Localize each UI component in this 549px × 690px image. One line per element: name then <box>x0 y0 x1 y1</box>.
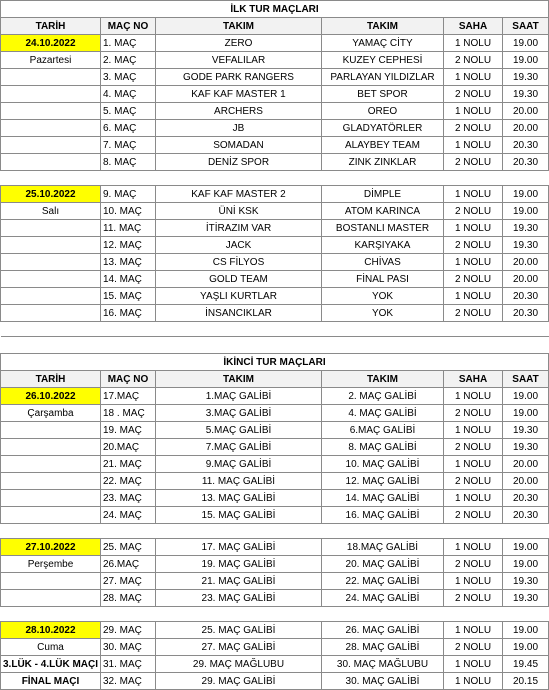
match-number: 19. MAÇ <box>101 422 156 439</box>
away-team: 8. MAÇ GALİBİ <box>322 439 444 456</box>
field: 2 NOLU <box>444 237 503 254</box>
match-row <box>1 673 549 690</box>
match-row <box>1 288 549 305</box>
home-team: 11. MAÇ GALİBİ <box>156 473 322 490</box>
match-row <box>1 439 549 456</box>
spacer-cell <box>503 607 549 622</box>
home-team: ÜNİ KSK <box>156 203 322 220</box>
match-row <box>1 556 549 573</box>
away-team: ALAYBEY TEAM <box>322 137 444 154</box>
field: 2 NOLU <box>444 203 503 220</box>
home-team: SOMADAN <box>156 137 322 154</box>
time: 19.00 <box>503 539 549 556</box>
column-header: MAÇ NO <box>101 371 156 388</box>
spacer-cell <box>322 524 444 539</box>
spacer-cell <box>444 337 503 354</box>
field: 2 NOLU <box>444 473 503 490</box>
day-cell: Cuma <box>1 639 101 656</box>
spacer-cell <box>1 607 101 622</box>
empty-date-cell <box>1 456 101 473</box>
home-team: 17. MAÇ GALİBİ <box>156 539 322 556</box>
spacer-row <box>1 171 549 186</box>
match-number: 30. MAÇ <box>101 639 156 656</box>
match-row <box>1 137 549 154</box>
section-title: İLK TUR MAÇLARI <box>1 1 549 18</box>
match-number: 32. MAÇ <box>101 673 156 690</box>
field: 2 NOLU <box>444 556 503 573</box>
empty-date-cell <box>1 573 101 590</box>
away-team: 14. MAÇ GALİBİ <box>322 490 444 507</box>
date-cell: 28.10.2022 <box>1 622 101 639</box>
spacer-cell <box>444 322 503 337</box>
empty-date-cell <box>1 271 101 288</box>
match-number: 26.MAÇ <box>101 556 156 573</box>
time: 19.00 <box>503 388 549 405</box>
match-number: 16. MAÇ <box>101 305 156 322</box>
match-number: 25. MAÇ <box>101 539 156 556</box>
match-number: 22. MAÇ <box>101 473 156 490</box>
home-team: KAF KAF MASTER 2 <box>156 186 322 203</box>
empty-date-cell <box>1 69 101 86</box>
away-team: GLADYATÖRLER <box>322 120 444 137</box>
home-team: 27. MAÇ GALİBİ <box>156 639 322 656</box>
home-team: GOLD TEAM <box>156 271 322 288</box>
away-team: YAMAÇ CİTY <box>322 35 444 52</box>
away-team: 6.MAÇ GALİBİ <box>322 422 444 439</box>
away-team: 20. MAÇ GALİBİ <box>322 556 444 573</box>
home-team: JB <box>156 120 322 137</box>
home-team: GODE PARK RANGERS <box>156 69 322 86</box>
match-row <box>1 35 549 52</box>
away-team: 22. MAÇ GALİBİ <box>322 573 444 590</box>
header-row <box>1 371 549 388</box>
away-team: 12. MAÇ GALİBİ <box>322 473 444 490</box>
spacer-cell <box>156 607 322 622</box>
empty-date-cell <box>1 439 101 456</box>
column-header: SAHA <box>444 371 503 388</box>
match-row <box>1 271 549 288</box>
spacer-cell <box>156 337 322 354</box>
spacer-row <box>1 524 549 539</box>
empty-date-cell <box>1 120 101 137</box>
spacer-cell <box>101 171 156 186</box>
match-number: 8. MAÇ <box>101 154 156 171</box>
match-label-cell: FİNAL MAÇI <box>1 673 101 690</box>
column-header: SAAT <box>503 371 549 388</box>
away-team: 28. MAÇ GALİBİ <box>322 639 444 656</box>
time: 19.00 <box>503 35 549 52</box>
time: 20.00 <box>503 271 549 288</box>
date-cell: 25.10.2022 <box>1 186 101 203</box>
spacer-cell <box>1 337 101 354</box>
time: 19.30 <box>503 86 549 103</box>
match-number: 29. MAÇ <box>101 622 156 639</box>
field: 1 NOLU <box>444 622 503 639</box>
match-row <box>1 69 549 86</box>
match-row <box>1 490 549 507</box>
day-cell: Perşembe <box>1 556 101 573</box>
spacer-cell <box>101 524 156 539</box>
match-number: 27. MAÇ <box>101 573 156 590</box>
match-number: 1. MAÇ <box>101 35 156 52</box>
column-header: TARİH <box>1 371 101 388</box>
match-number: 9. MAÇ <box>101 186 156 203</box>
match-number: 20.MAÇ <box>101 439 156 456</box>
away-team: KUZEY CEPHESİ <box>322 52 444 69</box>
match-row <box>1 237 549 254</box>
spacer-cell <box>101 337 156 354</box>
time: 20.30 <box>503 154 549 171</box>
time: 19.30 <box>503 237 549 254</box>
home-team: JACK <box>156 237 322 254</box>
away-team: DİMPLE <box>322 186 444 203</box>
date-cell: 26.10.2022 <box>1 388 101 405</box>
spacer-cell <box>444 171 503 186</box>
field: 1 NOLU <box>444 456 503 473</box>
away-team: 16. MAÇ GALİBİ <box>322 507 444 524</box>
match-row <box>1 86 549 103</box>
home-team: 21. MAÇ GALİBİ <box>156 573 322 590</box>
spacer-cell <box>322 171 444 186</box>
away-team: BET SPOR <box>322 86 444 103</box>
match-number: 28. MAÇ <box>101 590 156 607</box>
match-number: 10. MAÇ <box>101 203 156 220</box>
match-row <box>1 590 549 607</box>
spacer-cell <box>322 607 444 622</box>
match-row <box>1 388 549 405</box>
home-team: YAŞLI KURTLAR <box>156 288 322 305</box>
match-label-cell: 3.LÜK - 4.LÜK MAÇI <box>1 656 101 673</box>
field: 1 NOLU <box>444 220 503 237</box>
time: 20.30 <box>503 490 549 507</box>
spacer-row <box>1 607 549 622</box>
date-cell: 24.10.2022 <box>1 35 101 52</box>
match-number: 11. MAÇ <box>101 220 156 237</box>
time: 19.30 <box>503 590 549 607</box>
away-team: ATOM KARINCA <box>322 203 444 220</box>
match-number: 15. MAÇ <box>101 288 156 305</box>
match-row <box>1 622 549 639</box>
field: 1 NOLU <box>444 288 503 305</box>
home-team: 15. MAÇ GALİBİ <box>156 507 322 524</box>
spacer-cell <box>156 524 322 539</box>
spacer-cell <box>503 337 549 354</box>
match-row <box>1 456 549 473</box>
time: 20.30 <box>503 305 549 322</box>
time: 20.00 <box>503 120 549 137</box>
field: 2 NOLU <box>444 639 503 656</box>
away-team: 30. MAÇ MAĞLUBU <box>322 656 444 673</box>
section-title: İKİNCİ TUR MAÇLARI <box>1 354 549 371</box>
time: 19.00 <box>503 639 549 656</box>
empty-date-cell <box>1 103 101 120</box>
away-team: 24. MAÇ GALİBİ <box>322 590 444 607</box>
spacer-cell <box>503 322 549 337</box>
time: 19.00 <box>503 186 549 203</box>
field: 1 NOLU <box>444 573 503 590</box>
field: 1 NOLU <box>444 35 503 52</box>
field: 1 NOLU <box>444 656 503 673</box>
match-row <box>1 473 549 490</box>
column-header: SAAT <box>503 18 549 35</box>
time: 20.30 <box>503 288 549 305</box>
spacer-cell <box>444 524 503 539</box>
column-header: TARİH <box>1 18 101 35</box>
match-number: 17.MAÇ <box>101 388 156 405</box>
match-number: 18 . MAÇ <box>101 405 156 422</box>
away-team: BOSTANLI MASTER <box>322 220 444 237</box>
time: 19.00 <box>503 203 549 220</box>
section-title-row <box>1 1 549 18</box>
match-row <box>1 220 549 237</box>
time: 20.00 <box>503 473 549 490</box>
home-team: VEFALILAR <box>156 52 322 69</box>
home-team: 13. MAÇ GALİBİ <box>156 490 322 507</box>
column-header: MAÇ NO <box>101 18 156 35</box>
away-team: 2. MAÇ GALİBİ <box>322 388 444 405</box>
date-cell: 27.10.2022 <box>1 539 101 556</box>
field: 1 NOLU <box>444 539 503 556</box>
away-team: CHİVAS <box>322 254 444 271</box>
field: 2 NOLU <box>444 154 503 171</box>
match-row <box>1 405 549 422</box>
spacer-cell <box>1 171 101 186</box>
field: 1 NOLU <box>444 186 503 203</box>
home-team: 29. MAÇ GALİBİ <box>156 673 322 690</box>
home-team: 25. MAÇ GALİBİ <box>156 622 322 639</box>
away-team: 30. MAÇ GALİBİ <box>322 673 444 690</box>
field: 2 NOLU <box>444 120 503 137</box>
time: 20.00 <box>503 254 549 271</box>
field: 1 NOLU <box>444 254 503 271</box>
match-number: 14. MAÇ <box>101 271 156 288</box>
empty-date-cell <box>1 473 101 490</box>
spacer-cell <box>1 322 101 337</box>
home-team: 7.MAÇ GALİBİ <box>156 439 322 456</box>
header-row <box>1 18 549 35</box>
time: 20.15 <box>503 673 549 690</box>
time: 20.00 <box>503 456 549 473</box>
match-row <box>1 305 549 322</box>
field: 2 NOLU <box>444 271 503 288</box>
match-number: 2. MAÇ <box>101 52 156 69</box>
away-team: ZINK ZINKLAR <box>322 154 444 171</box>
spacer-cell <box>101 322 156 337</box>
match-row <box>1 656 549 673</box>
field: 2 NOLU <box>444 86 503 103</box>
column-header: TAKIM <box>322 18 444 35</box>
time: 19.00 <box>503 622 549 639</box>
away-team: YOK <box>322 305 444 322</box>
field: 2 NOLU <box>444 590 503 607</box>
field: 2 NOLU <box>444 52 503 69</box>
match-row <box>1 507 549 524</box>
match-number: 3. MAÇ <box>101 69 156 86</box>
time: 20.30 <box>503 137 549 154</box>
match-row <box>1 120 549 137</box>
field: 1 NOLU <box>444 490 503 507</box>
time: 19.30 <box>503 220 549 237</box>
home-team: 23. MAÇ GALİBİ <box>156 590 322 607</box>
match-number: 4. MAÇ <box>101 86 156 103</box>
match-number: 12. MAÇ <box>101 237 156 254</box>
spacer-cell <box>101 607 156 622</box>
spacer-row <box>1 322 549 337</box>
match-number: 5. MAÇ <box>101 103 156 120</box>
empty-date-cell <box>1 137 101 154</box>
away-team: KARŞIYAKA <box>322 237 444 254</box>
match-row <box>1 203 549 220</box>
empty-date-cell <box>1 305 101 322</box>
home-team: 9.MAÇ GALİBİ <box>156 456 322 473</box>
match-row <box>1 254 549 271</box>
away-team: 26. MAÇ GALİBİ <box>322 622 444 639</box>
home-team: İTİRAZIM VAR <box>156 220 322 237</box>
spacer-cell <box>156 322 322 337</box>
match-row <box>1 639 549 656</box>
match-number: 23. MAÇ <box>101 490 156 507</box>
empty-date-cell <box>1 254 101 271</box>
empty-date-cell <box>1 154 101 171</box>
home-team: 5.MAÇ GALİBİ <box>156 422 322 439</box>
spacer-cell <box>503 524 549 539</box>
field: 2 NOLU <box>444 439 503 456</box>
away-team: 10. MAÇ GALİBİ <box>322 456 444 473</box>
field: 1 NOLU <box>444 422 503 439</box>
home-team: DENİZ SPOR <box>156 154 322 171</box>
field: 1 NOLU <box>444 103 503 120</box>
match-row <box>1 573 549 590</box>
match-number: 7. MAÇ <box>101 137 156 154</box>
column-header: TAKIM <box>156 18 322 35</box>
away-team: OREO <box>322 103 444 120</box>
column-header: SAHA <box>444 18 503 35</box>
home-team: 29. MAÇ MAĞLUBU <box>156 656 322 673</box>
field: 1 NOLU <box>444 137 503 154</box>
column-header: TAKIM <box>156 371 322 388</box>
match-row <box>1 539 549 556</box>
away-team: PARLAYAN YILDIZLAR <box>322 69 444 86</box>
time: 19.00 <box>503 52 549 69</box>
match-row <box>1 103 549 120</box>
time: 19.30 <box>503 439 549 456</box>
spacer-row <box>1 337 549 354</box>
spacer-cell <box>322 322 444 337</box>
time: 19.45 <box>503 656 549 673</box>
day-cell: Salı <box>1 203 101 220</box>
field: 2 NOLU <box>444 507 503 524</box>
spacer-cell <box>503 171 549 186</box>
away-team: 4. MAÇ GALİBİ <box>322 405 444 422</box>
spacer-cell <box>1 524 101 539</box>
match-row <box>1 154 549 171</box>
spacer-cell <box>322 337 444 354</box>
time: 20.30 <box>503 507 549 524</box>
fixture-table-body <box>1 1 549 690</box>
match-number: 21. MAÇ <box>101 456 156 473</box>
field: 1 NOLU <box>444 388 503 405</box>
away-team: YOK <box>322 288 444 305</box>
spacer-cell <box>444 607 503 622</box>
field: 1 NOLU <box>444 69 503 86</box>
home-team: ZERO <box>156 35 322 52</box>
time: 19.30 <box>503 422 549 439</box>
field: 1 NOLU <box>444 673 503 690</box>
home-team: KAF KAF MASTER 1 <box>156 86 322 103</box>
day-cell: Pazartesi <box>1 52 101 69</box>
match-row <box>1 422 549 439</box>
field: 2 NOLU <box>444 305 503 322</box>
match-number: 31. MAÇ <box>101 656 156 673</box>
home-team: 19. MAÇ GALİBİ <box>156 556 322 573</box>
home-team: CS FİLYOS <box>156 254 322 271</box>
time: 19.30 <box>503 69 549 86</box>
time: 20.00 <box>503 103 549 120</box>
home-team: İNSANCIKLAR <box>156 305 322 322</box>
empty-date-cell <box>1 288 101 305</box>
empty-date-cell <box>1 590 101 607</box>
match-row <box>1 186 549 203</box>
match-number: 6. MAÇ <box>101 120 156 137</box>
away-team: 18.MAÇ GALİBİ <box>322 539 444 556</box>
home-team: ARCHERS <box>156 103 322 120</box>
spacer-cell <box>156 171 322 186</box>
home-team: 3.MAÇ GALİBİ <box>156 405 322 422</box>
empty-date-cell <box>1 490 101 507</box>
empty-date-cell <box>1 237 101 254</box>
day-cell: Çarşamba <box>1 405 101 422</box>
section-title-row <box>1 354 549 371</box>
time: 19.00 <box>503 405 549 422</box>
home-team: 1.MAÇ GALİBİ <box>156 388 322 405</box>
time: 19.00 <box>503 556 549 573</box>
empty-date-cell <box>1 422 101 439</box>
match-row <box>1 52 549 69</box>
away-team: FİNAL PASI <box>322 271 444 288</box>
column-header: TAKIM <box>322 371 444 388</box>
match-number: 13. MAÇ <box>101 254 156 271</box>
empty-date-cell <box>1 220 101 237</box>
empty-date-cell <box>1 507 101 524</box>
time: 19.30 <box>503 573 549 590</box>
empty-date-cell <box>1 86 101 103</box>
field: 2 NOLU <box>444 405 503 422</box>
match-number: 24. MAÇ <box>101 507 156 524</box>
